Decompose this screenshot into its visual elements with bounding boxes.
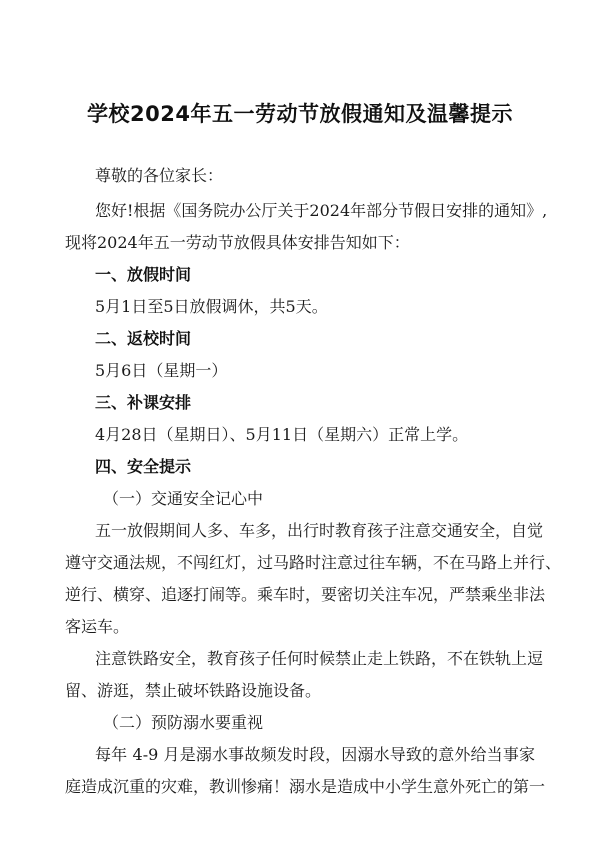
intro-line-1: 您好!根据《国务院办公厅关于2024年部分节假日安排的通知》,: [95, 201, 548, 220]
section-text-return: 5月6日（星期一）: [95, 361, 228, 380]
subsection-heading-drowning: （二）预防溺水要重视: [103, 713, 264, 732]
section-heading-holiday: 一、放假时间: [95, 265, 192, 284]
section-text-makeup: 4月28日（星期日）、5月11日（星期六）正常上学。: [95, 425, 469, 444]
section-heading-safety: 四、安全提示: [95, 457, 192, 476]
traffic-paragraph-1-line-4: 客运车。: [65, 617, 130, 636]
traffic-paragraph-1-line-3: 逆行、横穿、追逐打闹等。乘车时，要密切关注车况，严禁乘坐非法: [65, 585, 546, 604]
section-heading-return: 二、返校时间: [95, 329, 192, 348]
traffic-paragraph-1-line-2: 遵守交通法规，不闯红灯，过马路时注意过往车辆，不在马路上并行、: [65, 553, 562, 572]
intro-line-2: 现将2024年五一劳动节放假具体安排告知如下：: [65, 233, 410, 252]
traffic-paragraph-2-line-2: 留、游逛，禁止破坏铁路设施设备。: [65, 681, 322, 700]
traffic-paragraph-2-line-1: 注意铁路安全，教育孩子任何时候禁止走上铁路，不在铁轨上逗: [95, 649, 544, 668]
traffic-paragraph-1-line-1: 五一放假期间人多、车多，出行时教育孩子注意交通安全，自觉: [95, 521, 544, 540]
section-heading-makeup: 三、补课安排: [95, 393, 192, 412]
section-text-holiday: 5月1日至5日放假调休，共5天。: [95, 297, 328, 316]
greeting: 尊敬的各位家长：: [95, 166, 224, 185]
drowning-paragraph-1-line-1: 每年 4-9 月是溺水事故频发时段，因溺水导致的意外给当事家: [95, 745, 535, 764]
subsection-heading-traffic: （一）交通安全记心中: [103, 489, 264, 508]
drowning-paragraph-1-line-2: 庭造成沉重的灾难，教训惨痛！溺水是造成中小学生意外死亡的第一: [65, 777, 546, 796]
document-title: 学校2024年五一劳动节放假通知及温馨提示: [87, 102, 513, 126]
